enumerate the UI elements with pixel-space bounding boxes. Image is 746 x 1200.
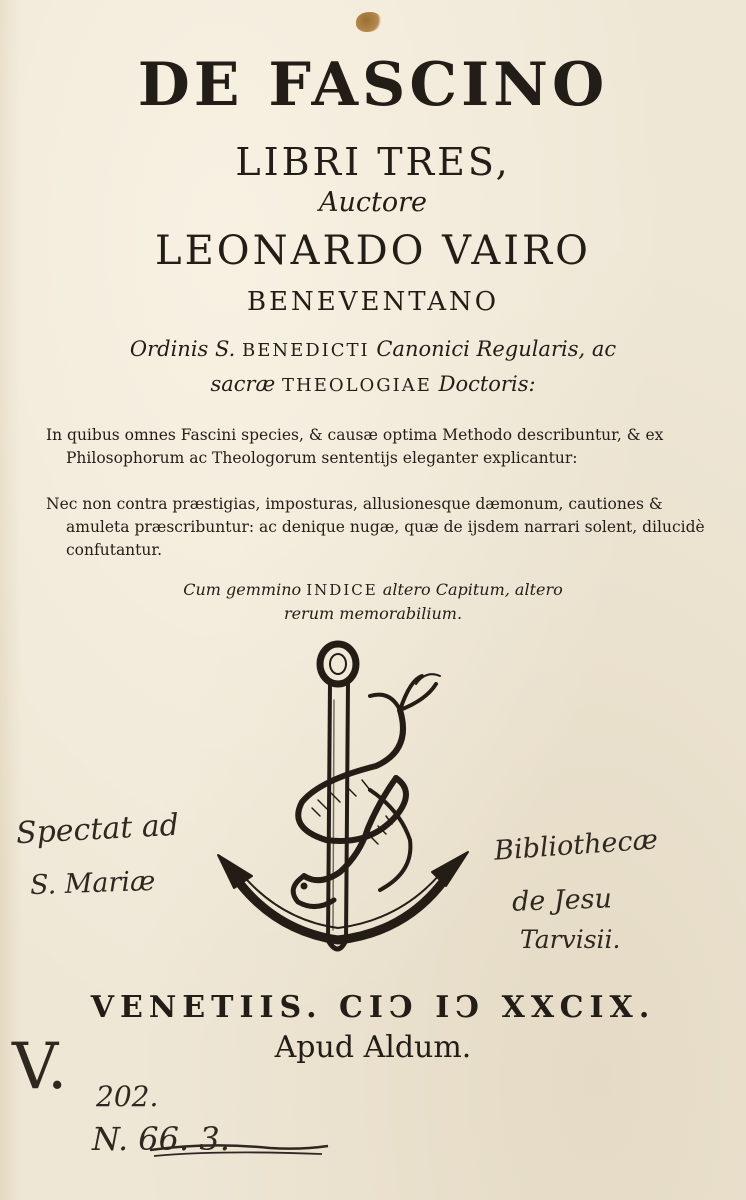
index-note-a: Cum gemmino [183,580,302,599]
handwritten-ownership-left-1: Spectat ad [15,807,180,852]
shelf-mark-letter: V. [12,1030,68,1104]
index-note-c: altero Capitum, altero [382,580,563,599]
handwritten-ownership-right-2: de Jesu [511,883,613,918]
author-order-a: Ordinis S. [129,337,236,361]
imprint-printer: Apud Aldum. [274,1030,472,1065]
shelf-mark-number: 202. [96,1080,159,1113]
strikethrough-mark [150,1138,330,1160]
author-order-b: BENEDICTI [241,340,370,361]
imprint-place-date: VENETIIS. CIↃ IↃ XXCIX. [90,990,656,1025]
title-libri-tres: LIBRI TRES, [235,140,511,184]
title-auctore: Auctore [319,187,427,218]
author-degree [0,372,746,396]
index-note [0,580,746,599]
handwritten-ownership-left-2: S. Mariæ [29,865,156,902]
author-origin: BENEVENTANO [246,287,500,317]
title-main: DE FASCINO [137,50,609,120]
author-degree-c: Doctoris: [438,372,536,396]
handwritten-ownership-right-1: Bibliothecæ [493,824,659,867]
author-degree-b: THEOLOGIAE [281,375,432,396]
author-order [0,337,746,361]
description-paragraph-2: Nec non contra præstigias, imposturas, allusionesque dæmonum, cautiones & amuleta præscribuntur: ac denique nugæ, quæ de ijsdem narrari solent, dilucidè confutantur. [46,495,705,559]
description-paragraph-1: In quibus omnes Fascini species, & causæ optima Methodo describuntur, & ex Philosophorum ac Theologorum sententijs eleganter explicantur: [46,426,664,467]
author-degree-a: sacræ [210,372,276,396]
old-shelf-number: N. 66. 3. [92,1120,230,1158]
index-note-b: INDICE [306,581,378,599]
printers-device-anchor-dolphin [200,640,490,980]
author-name: LEONARDO VAIRO [155,228,591,274]
index-note-line2: rerum memorabilium. [283,604,463,623]
handwritten-ownership-right-3: Tarvisii. [520,925,621,954]
author-order-c: Canonici Regularis, ac [376,337,617,361]
